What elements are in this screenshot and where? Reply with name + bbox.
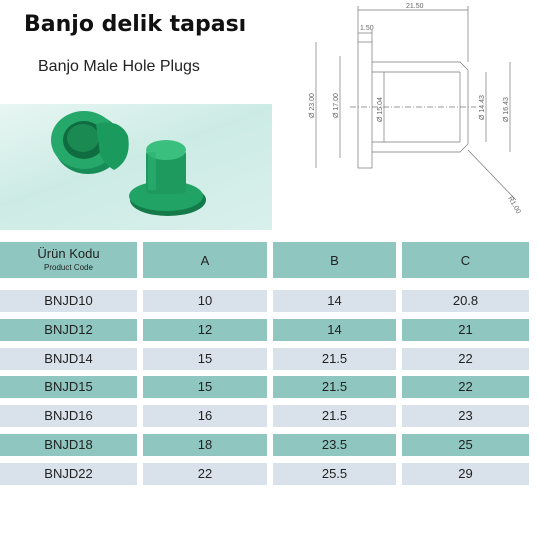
page-title: Banjo delik tapası: [24, 12, 247, 37]
header-code-tr: Ürün Kodu: [37, 246, 100, 261]
header-a: A: [143, 242, 267, 278]
technical-drawing: [300, 0, 538, 230]
dim-length: 21.50: [406, 3, 424, 10]
dim-flange: 1.50: [360, 25, 374, 32]
dim-radius: R1.00: [506, 195, 522, 216]
header-b: B: [273, 242, 396, 278]
header-code-en: Product Code: [44, 263, 93, 272]
plug-image-left: [51, 111, 129, 174]
dim-d2: Ø 17.00: [333, 93, 340, 118]
page-subtitle: Banjo Male Hole Plugs: [38, 58, 200, 75]
dim-d5: Ø 16.43: [503, 97, 510, 122]
dim-d1: Ø 23.00: [309, 93, 316, 118]
dim-d3: Ø 15.04: [377, 97, 384, 122]
header-product-code: [0, 242, 137, 278]
dim-d4: Ø 14.43: [479, 95, 486, 120]
product-photo: [0, 104, 272, 230]
header-c: C: [402, 242, 529, 278]
plug-image-right: [129, 140, 206, 216]
